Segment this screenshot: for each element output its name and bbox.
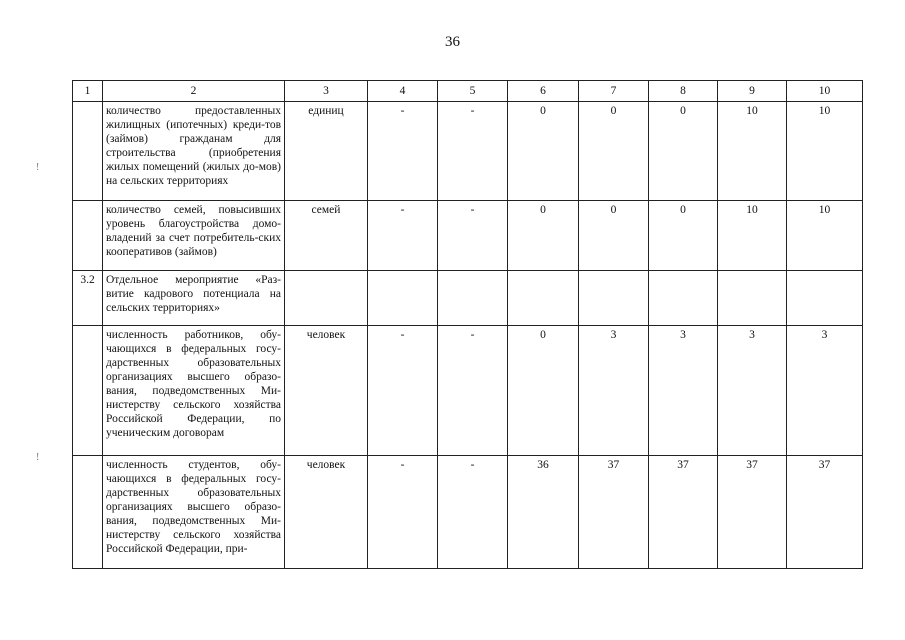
cell-value [438, 271, 508, 326]
cell-value: 0 [508, 201, 579, 271]
cell-value: 0 [579, 102, 649, 201]
row-description: количество семей, повысивших уровень благоустройства домо-владений за счет потребитель-ских кооперативов (займов) [103, 201, 285, 271]
column-header: 5 [438, 81, 508, 102]
cell-value: 36 [508, 456, 579, 569]
row-unit: единиц [285, 102, 368, 201]
column-header: 6 [508, 81, 579, 102]
cell-value [579, 271, 649, 326]
column-header: 3 [285, 81, 368, 102]
row-unit: человек [285, 326, 368, 456]
cell-value: 37 [649, 456, 718, 569]
page-number: 36 [445, 34, 460, 50]
row-description: численность студентов, обу-чающихся в федеральных госу-дарственных образовательных организациях высшего образо-вания, подведомственных Ми-нистерству сельского хозяйства Российской Федерации, при- [103, 456, 285, 569]
table-row [73, 326, 863, 456]
cell-value: 37 [718, 456, 787, 569]
cell-value: 10 [718, 201, 787, 271]
cell-value: 37 [787, 456, 863, 569]
cell-value: 10 [787, 201, 863, 271]
cell-value: 0 [579, 201, 649, 271]
table-row [73, 102, 863, 201]
cell-value: 0 [649, 201, 718, 271]
cell-value: 10 [787, 102, 863, 201]
scan-speck: ! [36, 452, 40, 463]
cell-value: 3 [579, 326, 649, 456]
row-index: 3.2 [73, 271, 103, 326]
cell-value [718, 271, 787, 326]
column-header: 8 [649, 81, 718, 102]
cell-value: - [368, 102, 438, 201]
column-header-row [73, 81, 863, 102]
cell-value: 3 [787, 326, 863, 456]
table-row [73, 271, 863, 326]
cell-value: - [368, 456, 438, 569]
cell-value: - [438, 201, 508, 271]
row-description: численность работников, обу-чающихся в федеральных госу-дарственных образовательных организациях высшего образо-вания, подведомственных Ми-нистерству сельского хозяйства Российской Федерации, по ученическим договорам [103, 326, 285, 456]
cell-value: - [368, 201, 438, 271]
column-header: 9 [718, 81, 787, 102]
cell-value: 3 [649, 326, 718, 456]
row-index [73, 456, 103, 569]
cell-value: - [438, 102, 508, 201]
column-header: 2 [103, 81, 285, 102]
row-description: количество предоставленных жилищных (ипотечных) креди-тов (займов) гражданам для строительства (приобретения жилых помещений (жилых до-мов) на сельских территориях [103, 102, 285, 201]
cell-value: 0 [508, 102, 579, 201]
cell-value: - [368, 326, 438, 456]
cell-value: - [438, 326, 508, 456]
column-header: 7 [579, 81, 649, 102]
column-header: 1 [73, 81, 103, 102]
row-unit: семей [285, 201, 368, 271]
row-index [73, 201, 103, 271]
cell-value [508, 271, 579, 326]
row-description: Отдельное мероприятие «Раз-витие кадрового потенциала на сельских территориях» [103, 271, 285, 326]
cell-value: 37 [579, 456, 649, 569]
cell-value: 0 [649, 102, 718, 201]
column-header: 4 [368, 81, 438, 102]
cell-value [368, 271, 438, 326]
cell-value: - [438, 456, 508, 569]
cell-value: 0 [508, 326, 579, 456]
table-row [73, 201, 863, 271]
row-index [73, 326, 103, 456]
row-index [73, 102, 103, 201]
cell-value: 10 [718, 102, 787, 201]
scan-speck: ! [36, 162, 40, 173]
row-unit: человек [285, 456, 368, 569]
table-row [73, 456, 863, 569]
row-unit [285, 271, 368, 326]
indicator-table [72, 80, 863, 569]
cell-value [787, 271, 863, 326]
cell-value [649, 271, 718, 326]
cell-value: 3 [718, 326, 787, 456]
column-header: 10 [787, 81, 863, 102]
